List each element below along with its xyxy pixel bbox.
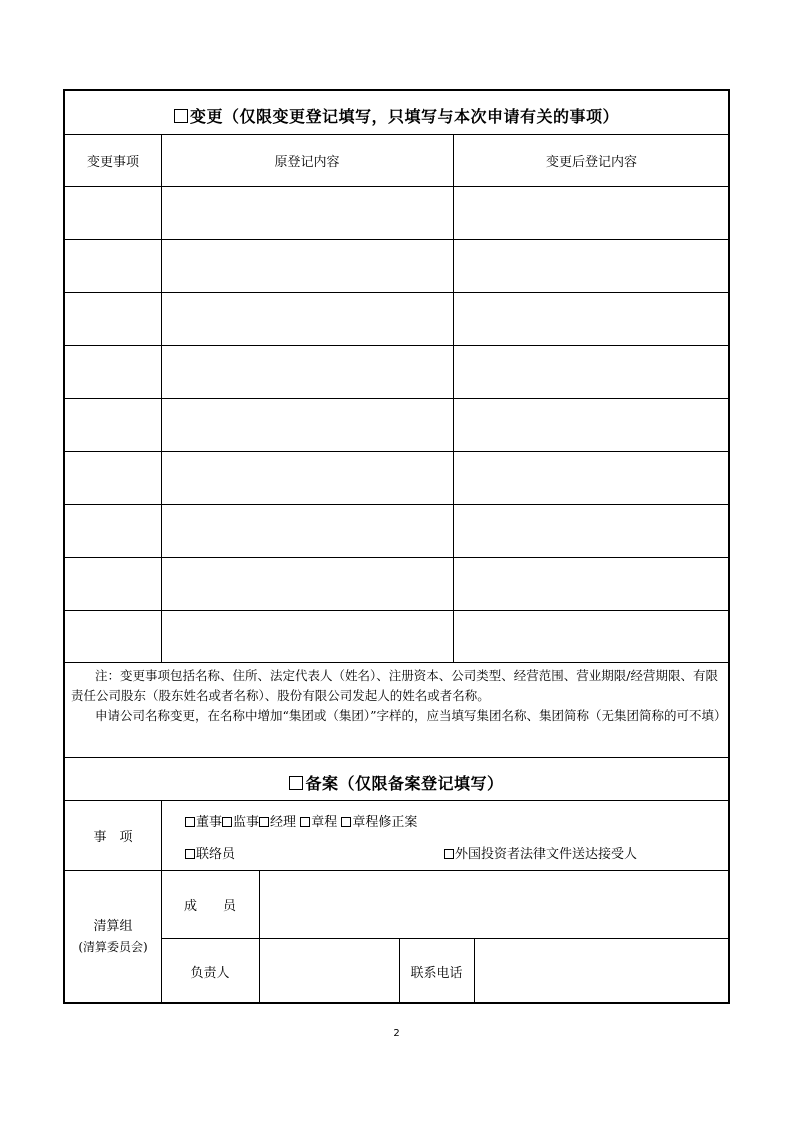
directors-label: 董事	[196, 815, 223, 830]
change-row[interactable]	[65, 452, 728, 504]
divider	[65, 800, 728, 801]
leader-field[interactable]	[260, 939, 399, 1004]
managers-label: 经理	[270, 815, 297, 830]
liquidation-label-line-2: (清算委员会)	[78, 940, 148, 954]
change-row[interactable]	[65, 346, 728, 398]
phone-label: 联系电话	[410, 965, 463, 981]
col-header-item: 变更事项	[86, 154, 139, 170]
divider	[65, 757, 728, 758]
registration-form	[63, 89, 730, 1004]
change-row[interactable]	[65, 611, 728, 662]
checkbox-icon	[222, 817, 232, 827]
foreign-agent-label: 外国投资者法律文件送达接受人	[455, 847, 638, 862]
checkbox-icon	[185, 817, 195, 827]
note-paragraph-1: 注：变更事项包括名称、住所、法定代表人（姓名）、注册资本、公司类型、经营范围、营业期限/经营期限、有限责任公司股东（股东姓名或者名称）、股份有限公司发起人的姓名或者名称。	[71, 668, 718, 703]
filing-item-label: 事 项	[93, 829, 133, 845]
supervisors-label: 监事	[233, 815, 260, 830]
articles-amendment-label: 章程修正案	[352, 815, 418, 830]
change-row[interactable]	[65, 240, 728, 292]
filing-options-line-1	[185, 811, 417, 830]
leader-label: 负责人	[190, 965, 230, 981]
change-checkbox[interactable]	[174, 109, 188, 123]
change-title-text: 变更（仅限变更登记填写，只填写与本次申请有关的事项）	[189, 107, 619, 126]
managers-option[interactable]	[259, 815, 296, 830]
filing-checkbox[interactable]	[289, 776, 303, 790]
supervisors-option[interactable]	[222, 815, 259, 830]
checkbox-icon	[300, 817, 310, 827]
change-section-title	[65, 104, 728, 127]
liaison-option[interactable]	[185, 843, 235, 862]
page-number: 2	[393, 1028, 400, 1039]
note-paragraph-2: 申请公司名称变更，在名称中增加“集团或（集团）”字样的，应当填写集团名称、集团简称（无集团简称的可不填）	[95, 708, 727, 723]
checkbox-icon	[185, 849, 195, 859]
members-field[interactable]	[260, 871, 728, 938]
note-text	[71, 666, 727, 726]
col-header-after: 变更后登记内容	[545, 154, 637, 170]
filing-title-text: 备案（仅限备案登记填写）	[305, 774, 504, 793]
liaison-label: 联络员	[196, 847, 236, 862]
foreign-agent-option[interactable]	[444, 843, 637, 862]
change-row[interactable]	[65, 399, 728, 451]
liquidation-label-line-1: 清算组	[93, 919, 133, 934]
col-header-original: 原登记内容	[274, 154, 340, 170]
change-row[interactable]	[65, 187, 728, 239]
checkbox-icon	[444, 849, 454, 859]
articles-amendment-option[interactable]	[341, 815, 417, 830]
filing-section-title	[65, 771, 728, 794]
change-row[interactable]	[65, 505, 728, 557]
checkbox-icon	[341, 817, 351, 827]
row-divider	[65, 662, 728, 663]
members-label: 成 员	[183, 898, 236, 914]
change-row[interactable]	[65, 558, 728, 610]
articles-option[interactable]	[300, 815, 337, 830]
liquidation-group-label	[65, 870, 161, 1004]
change-row[interactable]	[65, 293, 728, 345]
articles-label: 章程	[311, 815, 338, 830]
checkbox-icon	[259, 817, 269, 827]
directors-option[interactable]	[185, 815, 222, 830]
phone-field[interactable]	[475, 939, 728, 1004]
